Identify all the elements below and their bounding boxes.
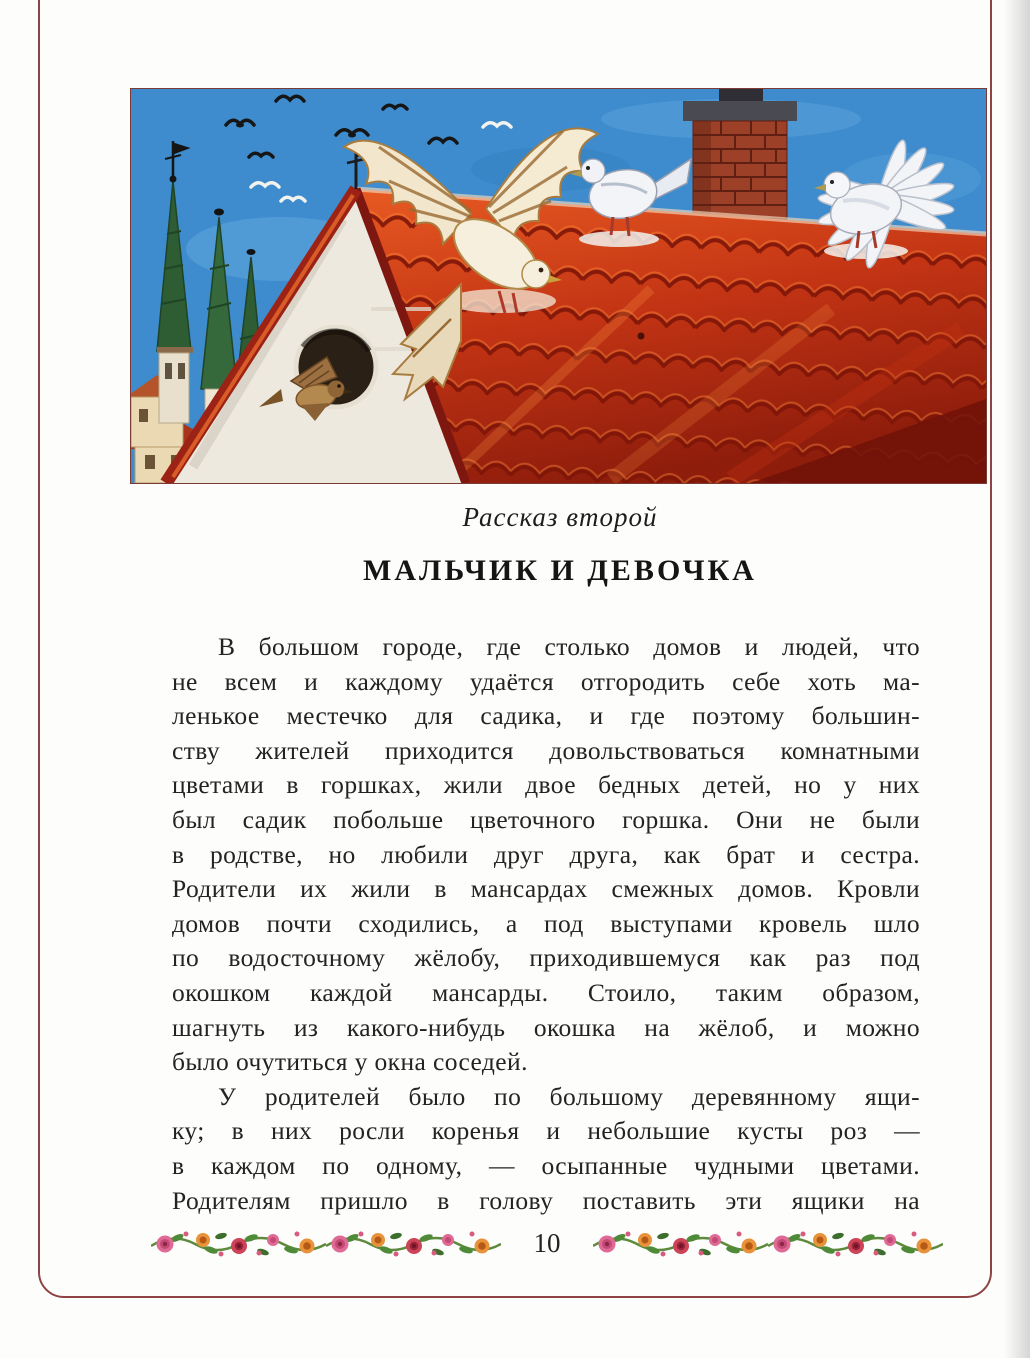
text-line: Родителям пришло в голову поставить эти ящики на [172, 1185, 920, 1215]
text-line: не всем и каждому удаётся отгородить себе хоть ма- [172, 666, 920, 696]
chapter-subtitle: Рассказ второй [462, 502, 658, 532]
floral-garland-left [151, 1226, 501, 1260]
text-line: цветами в горшках, жили двое бедных детей, но у них [172, 770, 920, 800]
illustration-canvas [131, 89, 986, 483]
text-line: в родстве, но любили друг друга, как брат и сестра. [172, 839, 920, 869]
text-line: было очутиться у окна соседей. [172, 1047, 528, 1077]
text-line: в каждом по одному, — осыпанные чудными цветами. [172, 1150, 920, 1180]
roof-doves-illustration [130, 88, 987, 484]
body-text [172, 630, 920, 1218]
text-line: шагнуть из какого-нибудь окошка на жёлоб, и можно [172, 1012, 920, 1042]
page-number: 10 [533, 1227, 561, 1258]
text-line: ленькое местечко для садика, и где поэтому большин- [172, 701, 920, 731]
paragraph [172, 1080, 920, 1218]
paragraph [172, 630, 920, 1080]
text-line: Родители их жили в мансардах смежных домов. Кровли [172, 874, 920, 904]
text-line: окошком каждой мансарды. Стоило, таким образом, [172, 977, 920, 1007]
floral-garland-right [593, 1226, 943, 1260]
text-line: У родителей было по большому деревянному ящи- [218, 1081, 920, 1111]
chapter-title: МАЛЬЧИК И ДЕВОЧКА [363, 554, 757, 587]
text-line: домов почти сходились, а под выступами кровель шло [172, 908, 920, 938]
perched-bird-icon [214, 209, 224, 216]
page-footer [135, 1226, 959, 1260]
text-line: был садик побольше цветочного горшка. Они не были [172, 804, 920, 834]
text-line: ству жителей приходится довольствоваться комнатными [172, 735, 920, 765]
page-edge-shadow [1004, 0, 1030, 1358]
text-line: по водосточному жёлобу, приходившемуся как раз под [172, 943, 920, 973]
perched-bird-icon [247, 249, 256, 255]
text-line: ку; в них росли коренья и небольшие кусты роз — [172, 1116, 920, 1146]
text-line: В большом городе, где столько домов и людей, что [218, 632, 920, 661]
